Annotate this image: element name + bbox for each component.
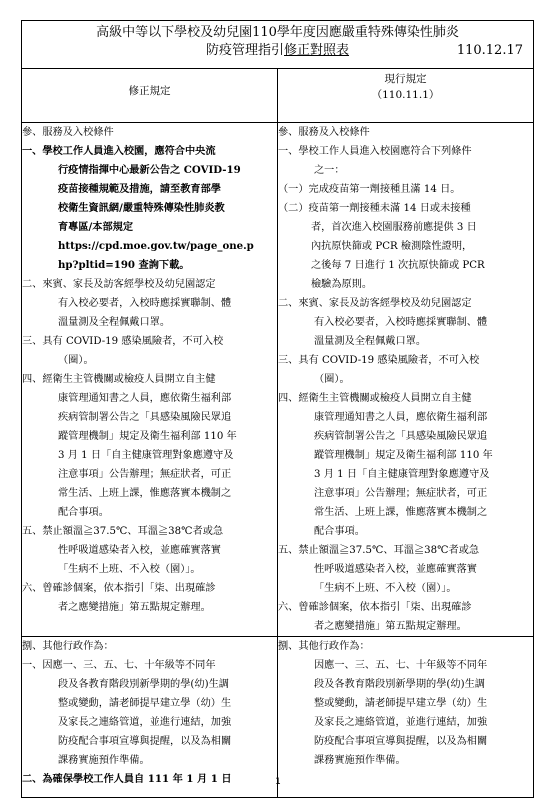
text-line: 課務實施預作準備。 (58, 755, 150, 766)
comparison-table (21, 20, 534, 798)
text-line: 一、因應一、三、五、七、十年級等不同年 (22, 660, 216, 671)
text-line: （一）完成疫苗第一劑接種且滿 14 日。 (278, 184, 461, 195)
text-line: 及家長之連絡管道，並進行連結，加強 (58, 717, 232, 728)
text-line: 內抗原快篩或 PCR 檢測陰性證明， (311, 241, 473, 252)
text-line: 五、禁止額溫≧37.5℃、耳溫≧38℃者或急 (22, 526, 224, 537)
text-line: 性呼吸道感染者入校，並應確實落實 (314, 564, 477, 575)
text-line: 性呼吸道感染者入校，並應確實落實 (58, 545, 221, 556)
title-cell (22, 21, 534, 69)
text-line: 段及各教育階段別新學期的學(幼)生調 (314, 679, 485, 690)
current-header-label: 現行規定 (384, 73, 427, 85)
text-line: 六、曾確診個案，依本指引「柒、出現確診 (22, 583, 216, 594)
text-line: 康管理通知書之人員，應依衛生福利部 (314, 412, 488, 423)
text-line: 配合事項。 (58, 507, 109, 518)
text-line: 溫量測及全程佩戴口罩。 (58, 317, 171, 328)
text-line: 檢驗為原則。 (311, 279, 373, 290)
text-line: 配合事項。 (314, 526, 365, 537)
text-line: 四、經衛生主管機關或檢疫人員開立自主健 (278, 393, 472, 404)
text-line: 整或變動，請老師提早建立學（幼）生 (314, 698, 488, 709)
text-line: 有入校必要者，入校時應採實聯制、體 (58, 298, 232, 309)
text-line: 常生活、上班上課，惟應落實本機制之 (314, 507, 488, 518)
text-line: 3 月 1 日「自主健康管理對象應遵守及 (314, 469, 490, 480)
text-line: 六、曾確診個案，依本指引「柒、出現確診 (278, 602, 472, 613)
text-line: 育專區/本部規定 (58, 221, 134, 233)
text-line: 「生病不上班、不入校（園）」。 (58, 564, 201, 575)
text-line: 二、來賓、家長及訪客經學校及幼兒園認定 (278, 298, 472, 309)
text-line: 疾病管制署公告之「具感染風險民眾追 (314, 431, 488, 442)
text-line: 捌、其他行政作為： (278, 641, 370, 652)
text-line: 注意事項」公告辦理；無症狀者，可正 (314, 488, 488, 499)
text-line: 三、具有 COVID-19 感染風險者，不可入校 (278, 355, 480, 366)
section8-current (278, 637, 534, 798)
text-line: 四、經衛生主管機關或檢疫人員開立自主健 (22, 374, 216, 385)
text-line: 「生病不上班、不入校（園）」。 (314, 583, 457, 594)
text-line: 二、來賓、家長及訪客經學校及幼兒園認定 (22, 279, 216, 290)
text-line: 溫量測及全程佩戴口罩。 (314, 336, 427, 347)
title-prefix: 防疫管理指引 (205, 43, 284, 58)
page-number: 1 (275, 777, 281, 787)
text-line: 五、禁止額溫≧37.5℃、耳溫≧38℃者或急 (278, 545, 480, 556)
section8-revised (22, 637, 278, 798)
text-line: 蹤管理機制」規定及衛生福利部 110 年 (58, 431, 237, 442)
text-line: 3 月 1 日「自主健康管理對象應遵守及 (58, 450, 234, 461)
text-line: 整或變動，請老師提早建立學（幼）生 (58, 698, 232, 709)
text-line: 之一： (314, 165, 345, 176)
text-line: 三、具有 COVID-19 感染風險者，不可入校 (22, 336, 224, 347)
text-line: 段及各教育階段別新學期的學(幼)生調 (58, 679, 229, 690)
text-line: （圈）。 (58, 355, 94, 366)
text-line: 捌、其他行政作為： (22, 641, 114, 652)
current-header-date: （110.11.1） (371, 89, 440, 101)
text-line: 者，首次進入校園服務前應提供 3 日 (311, 222, 477, 233)
text-line: 二、為確保學校工作人員自 111 年 1 月 1 日 (22, 773, 232, 785)
text-line: 一、學校工作人員進入校園應符合下列條件 (278, 146, 472, 157)
text-line: 者之應變措施」第五點規定辦理。 (58, 602, 211, 613)
text-line: https://cpd.moe.gov.tw/page_one.p (58, 240, 254, 252)
text-line: 之後每 7 日進行 1 次抗原快篩或 PCR (311, 260, 485, 271)
text-line: 因應一、三、五、七、十年級等不同年 (314, 660, 488, 671)
section3-revised (22, 123, 278, 637)
current-header (278, 69, 534, 123)
text-line: 注意事項」公告辦理；無症狀者，可正 (58, 469, 232, 480)
text-line: 參、服務及入校條件 (278, 127, 370, 138)
text-line: 有入校必要者，入校時應採實聯制、體 (314, 317, 488, 328)
section3-current (278, 123, 534, 637)
title-line-1: 高級中等以下學校及幼兒園110學年度因應嚴重特殊傳染性肺炎 (96, 25, 459, 40)
text-line: 疫苗接種規範及措施，請至教育部學 (58, 183, 221, 195)
revised-header-label: 修正規定 (128, 85, 171, 97)
title-line-2 (22, 42, 533, 60)
text-line: 參、服務及入校條件 (22, 127, 114, 138)
text-line: 校衛生資訊網/嚴重特殊傳染性肺炎教 (58, 202, 225, 214)
text-line: 防疫配合事項宣導與提醒，以及為相關 (314, 736, 488, 747)
text-line: 康管理通知書之人員，應依衛生福利部 (58, 393, 232, 404)
text-line: （二）疫苗第一劑接種未滿 14 日或未接種 (278, 203, 471, 214)
text-line: 一、學校工作人員進入校園，應符合中央流 (22, 145, 216, 157)
revised-header (22, 69, 278, 123)
text-line: 及家長之連絡管道，並進行連結，加強 (314, 717, 488, 728)
text-line: 疾病管制署公告之「具感染風險民眾追 (58, 412, 232, 423)
text-line: 常生活、上班上課，惟應落實本機制之 (58, 488, 232, 499)
text-line: 者之應變措施」第五點規定辦理。 (314, 621, 467, 632)
text-line: （圈）。 (314, 374, 350, 385)
text-line: 行疫情指揮中心最新公告之 COVID-19 (58, 164, 241, 176)
text-line: 蹤管理機制」規定及衛生福利部 110 年 (314, 450, 493, 461)
text-line: 課務實施預作準備。 (314, 755, 406, 766)
title-date: 110.12.17 (456, 43, 524, 58)
text-line: 防疫配合事項宣導與提醒，以及為相關 (58, 736, 232, 747)
text-line: hp?pltid=190 查詢下載。 (58, 259, 190, 271)
title-underlined: 修正對照表 (284, 43, 350, 58)
